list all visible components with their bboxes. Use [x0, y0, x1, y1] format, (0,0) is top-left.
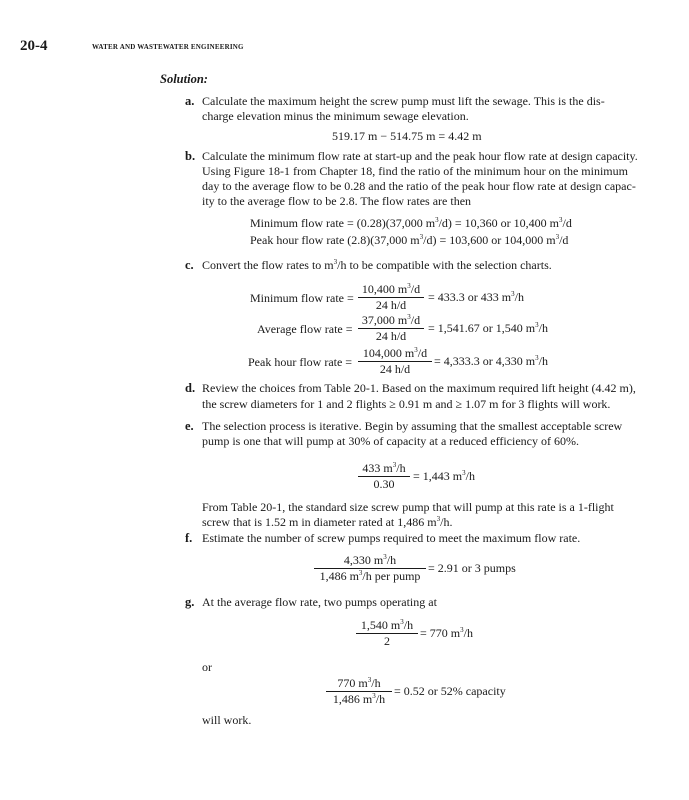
step-c-text: Convert the flow rates to $m^3/h$ to be compatible with the selection charts.: [202, 258, 552, 272]
step-d-line2: the screw diameters for 1 and 2 flights ≥ 0.91 m and ≥ 1.07 m for 3 flights will work.: [202, 397, 611, 411]
peak-flow-equation: Peak hour flow rate (2.8)(37,000 $m^3/d) = 103,600$ or 104,000 $m^3/d$: [250, 233, 569, 247]
step-a-line1: Calculate the maximum height the screw pump must lift the sewage. This is the dis-: [202, 94, 605, 108]
step-b-label: b.: [185, 149, 196, 163]
step-b-line3: day to the average flow to be 0.28 and the ratio of the peak hour flow rate at design capac-: [202, 179, 636, 193]
step-f-text: Estimate the number of screw pumps required to meet the maximum flow rate.: [202, 531, 581, 545]
solution-heading: Solution:: [160, 72, 208, 86]
step-g-result2: = 0.52 or 52% capacity: [394, 684, 506, 698]
step-f-result: = 2.91 or 3 pumps: [428, 561, 516, 575]
step-c-label: c.: [185, 258, 194, 272]
step-g-fraction1: $\frac{1,540 m^3/h}{2}$: [356, 618, 418, 649]
step-b-line4: ity to the average flow to be 2.8. The flow rates are then: [202, 194, 472, 208]
avg-flow-result: = 1,541.67 or 1,540 $m^3/h$: [428, 321, 548, 335]
step-g-label: g.: [185, 595, 195, 609]
step-b-line1: Calculate the minimum flow rate at start-up and the peak hour flow rate at design capacity.: [202, 149, 638, 163]
step-e-label: e.: [185, 419, 194, 433]
peak-flow-result: = 4,333.3 or 4,330 $m^3/h$: [434, 354, 548, 368]
step-e-after1: From Table 20-1, the standard size screw pump that will pump at this rate is a 1-flight: [202, 500, 614, 514]
avg-flow-label: Average flow rate =: [257, 322, 353, 336]
min-flow-label: Minimum flow rate =: [250, 291, 354, 305]
step-g-fraction2: $\frac{770 m^3/h}{1,486 m^3/h}$: [326, 676, 392, 707]
step-g-result1: = 770 $m^3/h$: [420, 626, 473, 640]
step-a-equation: 519.17 m − 514.75 m = 4.42 m: [332, 129, 482, 143]
page-number: 20-4: [20, 38, 48, 54]
step-a-label: a.: [185, 94, 195, 108]
running-title: WATER AND WASTEWATER ENGINEERING: [92, 43, 244, 51]
step-e-line1: The selection process is iterative. Begin by assuming that the smallest acceptable screw: [202, 419, 623, 433]
step-f-fraction: 4,330 $m^3/h$ 1,486 $m^3/h$ per pump: [314, 553, 426, 584]
step-e-after2: screw that is 1.52 m in diameter rated at 1,486 $m^3/h$.: [202, 515, 453, 529]
step-e-fraction: $\frac{433 m^3/h}{0.30}$: [358, 461, 410, 492]
step-b-line2: Using Figure 18-1 from Chapter 18, find the ratio of the minimum hour on the minimum: [202, 164, 628, 178]
step-d-line1: Review the choices from Table 20-1. Based on the maximum required lift height (4.42 m),: [202, 381, 636, 395]
step-a-line2: charge elevation minus the minimum sewage elevation.: [202, 109, 469, 123]
step-g-text: At the average flow rate, two pumps operating at: [202, 595, 437, 609]
step-f-label: f.: [185, 531, 193, 545]
peak-flow-fraction: $\frac{104,000 m^3/d}{24 h/d}$: [358, 346, 432, 377]
step-g-or: or: [202, 660, 212, 674]
step-e-line2: pump is one that will pump at 30% of capacity at a reduced efficiency of 60%.: [202, 434, 579, 448]
min-flow-equation: Minimum flow rate = (0.28)(37,000 $m^3/d) = 10,360$ or 10,400 $m^3/d$: [250, 216, 572, 230]
avg-flow-fraction: $\frac{37,000 m^3/d}{24 h/d}$: [358, 313, 424, 344]
step-e-result: = 1,443 $m^3/h$: [413, 469, 475, 483]
step-d-label: d.: [185, 381, 196, 395]
peak-flow-label: Peak hour flow rate =: [248, 355, 353, 369]
min-flow-result: = 433.3 or 433 $m^3/h$: [428, 290, 524, 304]
step-g-closing: will work.: [202, 713, 252, 727]
min-flow-fraction: $\frac{10,400 m^3/d}{24 h/d}$: [358, 282, 424, 313]
